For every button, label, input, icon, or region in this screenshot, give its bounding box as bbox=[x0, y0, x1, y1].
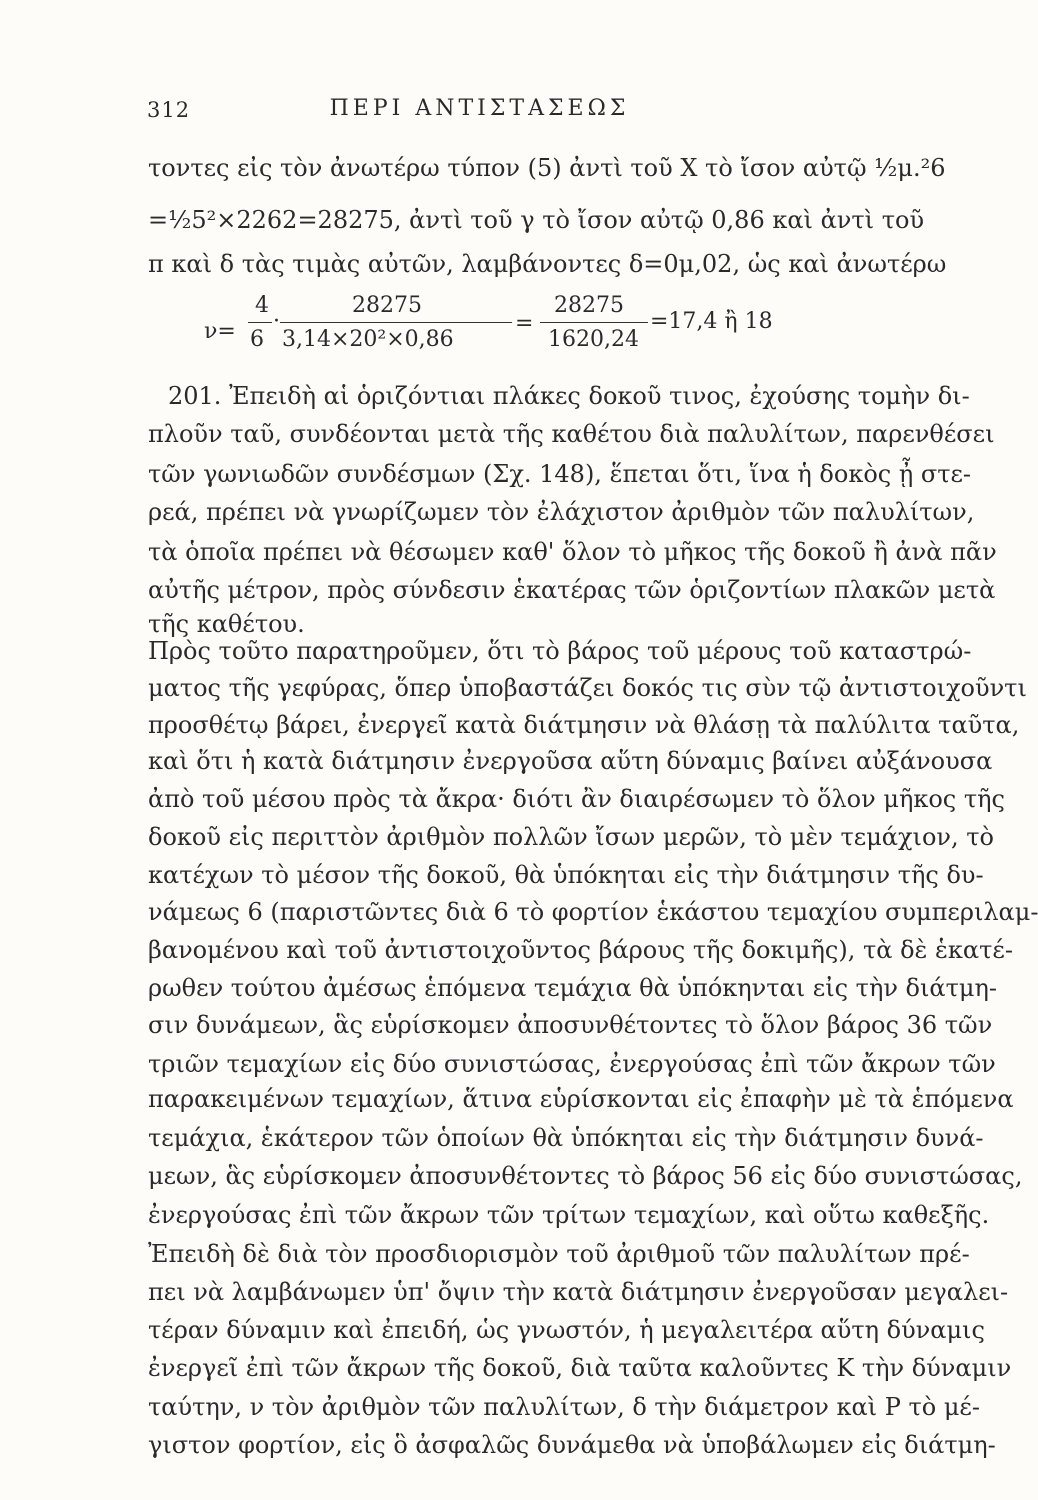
formula-den: 6 bbox=[250, 327, 264, 352]
text-line: Ἐπειδὴ δὲ διὰ τὸν προσδιορισμὸν τοῦ ἀριθμοῦ τῶν παλυλίτων πρέ- bbox=[148, 1240, 970, 1268]
text-line: πει νὰ λαμβάνωμεν ὑπ' ὄψιν τὴν κατὰ διάτμησιν ἐνεργοῦσαν μεγαλει- bbox=[148, 1278, 1009, 1306]
text-line: νάμεως 6 (παριστῶντες διὰ 6 τὸ φορτίον ἑκάστου τεμαχίου συμπεριλαμ- bbox=[148, 898, 1038, 926]
formula-num: 28275 bbox=[352, 293, 422, 318]
text-line: προσθέτῳ βάρει, ἐνεργεῖ κατὰ διάτμησιν νὰ θλάσῃ τὰ παλύλιτα ταῦτα, bbox=[148, 711, 1020, 739]
formula bbox=[0, 285, 959, 375]
text-line: ἀπὸ τοῦ μέσου πρὸς τὰ ἄκρα· διότι ἂν διαιρέσωμεν τὸ ὅλον μῆκος τῆς bbox=[148, 785, 1005, 813]
text-line: τῆς καθέτου. bbox=[148, 610, 305, 638]
text-line: ἐνεργεῖ ἐπὶ τῶν ἄκρων τῆς δοκοῦ, διὰ ταῦτα καλοῦντες K τὴν δύναμιν bbox=[148, 1354, 1012, 1382]
text-line: ταύτην, ν τὸν ἀριθμὸν τῶν παλυλίτων, δ τὴν διάμετρον καὶ P τὸ μέ- bbox=[148, 1393, 980, 1421]
running-title: ΠΕΡΙ ΑΝΤΙΣΤΑΣΕΩΣ bbox=[329, 96, 630, 121]
text-line: γιστον φορτίον, εἰς ὃ ἀσφαλῶς δυνάμεθα νὰ ὑποβάλωμεν εἰς διάτμη- bbox=[148, 1431, 996, 1459]
text-line: καὶ ὅτι ἡ κατὰ διάτμησιν ἐνεργοῦσα αὕτη δύναμις βαίνει αὐξάνουσα bbox=[148, 747, 993, 775]
text-line: πλοῦν ταῦ, συνδέονται μετὰ τῆς καθέτου διὰ παλυλίτων, παρενθέσει bbox=[148, 420, 995, 448]
formula-den: 3,14×20²×0,86 bbox=[282, 327, 454, 352]
text-line: τέραν δύναμιν καὶ ἐπειδή, ὡς γνωστόν, ἡ μεγαλειτέρα αὕτη δύναμις bbox=[148, 1316, 985, 1344]
text-line: ματος τῆς γεφύρας, ὅπερ ὑποβαστάζει δοκός τις σὺν τῷ ἀντιστοιχοῦντι bbox=[148, 674, 1027, 702]
text-line: π καὶ δ τὰς τιμὰς αὐτῶν, λαμβάνοντες δ=0μ,02, ὡς καὶ ἀνωτέρω bbox=[148, 250, 947, 278]
fraction-bar bbox=[248, 322, 272, 323]
text-line: κατέχων τὸ μέσον τῆς δοκοῦ, θὰ ὑπόκηται εἰς τὴν διάτμησιν τῆς δυ- bbox=[148, 861, 984, 889]
fraction-bar bbox=[280, 322, 512, 323]
text-line: τοντες εἰς τὸν ἀνωτέρω τύπον (5) ἀντὶ τοῦ X τὸ ἴσον αὐτῷ ½μ.²6 bbox=[148, 154, 946, 182]
text-line: μεων, ἃς εὑρίσκομεν ἀποσυνθέτοντες τὸ βάρος 56 εἰς δύο συνιστώσας, bbox=[148, 1162, 1023, 1190]
text-line: παρακειμένων τεμαχίων, ἅτινα εὑρίσκονται εἰς ἐπαφὴν μὲ τὰ ἑπόμενα bbox=[148, 1085, 1014, 1113]
text-line: σιν δυνάμεων, ἃς εὑρίσκομεν ἀποσυνθέτοντες τὸ ὅλον βάρος 36 τῶν bbox=[148, 1011, 993, 1039]
formula-den: 1620,24 bbox=[548, 327, 639, 352]
formula-dot: · bbox=[273, 309, 280, 334]
text-line: τὰ ὁποῖα πρέπει νὰ θέσωμεν καθ' ὅλον τὸ μῆκος τῆς δοκοῦ ἢ ἀνὰ πᾶν bbox=[148, 538, 997, 566]
text-line: Πρὸς τοῦτο παρατηροῦμεν, ὅτι τὸ βάρος τοῦ μέρους τοῦ καταστρώ- bbox=[148, 637, 972, 665]
page-number: 312 bbox=[147, 98, 191, 122]
text-line: αὐτῆς μέτρον, πρὸς σύνδεσιν ἑκατέρας τῶν ὁριζοντίων πλακῶν μετὰ bbox=[148, 576, 996, 604]
text-line: ρωθεν τούτου ἀμέσως ἑπόμενα τεμάχια θὰ ὑπόκηνται εἰς τὴν διάτμη- bbox=[148, 974, 997, 1002]
text-line: δοκοῦ εἰς περιττὸν ἀριθμὸν πολλῶν ἴσων μερῶν, τὸ μὲν τεμάχιον, τὸ bbox=[148, 823, 994, 851]
text-line: βανομένου καὶ τοῦ ἀντιστοιχοῦντος βάρους τῆς δοκιμῆς), τὰ δὲ ἑκατέ- bbox=[148, 936, 1013, 964]
formula-lhs: ν= bbox=[204, 319, 236, 344]
formula-equals: = bbox=[515, 311, 534, 336]
text-line: ἐνεργούσας ἐπὶ τῶν ἄκρων τῶν τρίτων τεμαχίων, καὶ οὕτω καθεξῆς. bbox=[148, 1201, 990, 1229]
text-line: 201. Ἐπειδὴ αἱ ὁριζόντιαι πλάκες δοκοῦ τινος, ἐχούσης τομὴν δι- bbox=[168, 382, 970, 410]
text-line: τριῶν τεμαχίων εἰς δύο συνιστώσας, ἐνεργούσας ἐπὶ τῶν ἄκρων τῶν bbox=[148, 1050, 996, 1078]
text-line: ρεά, πρέπει νὰ γνωρίζωμεν τὸν ἐλάχιστον ἀριθμὸν τῶν παλυλίτων, bbox=[148, 498, 975, 526]
fraction-bar bbox=[540, 322, 648, 323]
text-line: =½5²×2262=28275, ἀντὶ τοῦ γ τὸ ἴσον αὐτῷ 0,86 καὶ ἀντὶ τοῦ bbox=[148, 206, 925, 234]
text-line: τεμάχια, ἑκάτερον τῶν ὁποίων θὰ ὑπόκηται εἰς τὴν διάτμησιν δυνά- bbox=[148, 1124, 984, 1152]
formula-num: 4 bbox=[255, 293, 269, 318]
text-line: τῶν γωνιωδῶν συνδέσμων (Σχ. 148), ἕπεται ὅτι, ἵνα ἡ δοκὸς ᾖ στε- bbox=[148, 460, 972, 488]
formula-result: =17,4 ἢ 18 bbox=[650, 309, 773, 334]
formula-num: 28275 bbox=[554, 293, 624, 318]
